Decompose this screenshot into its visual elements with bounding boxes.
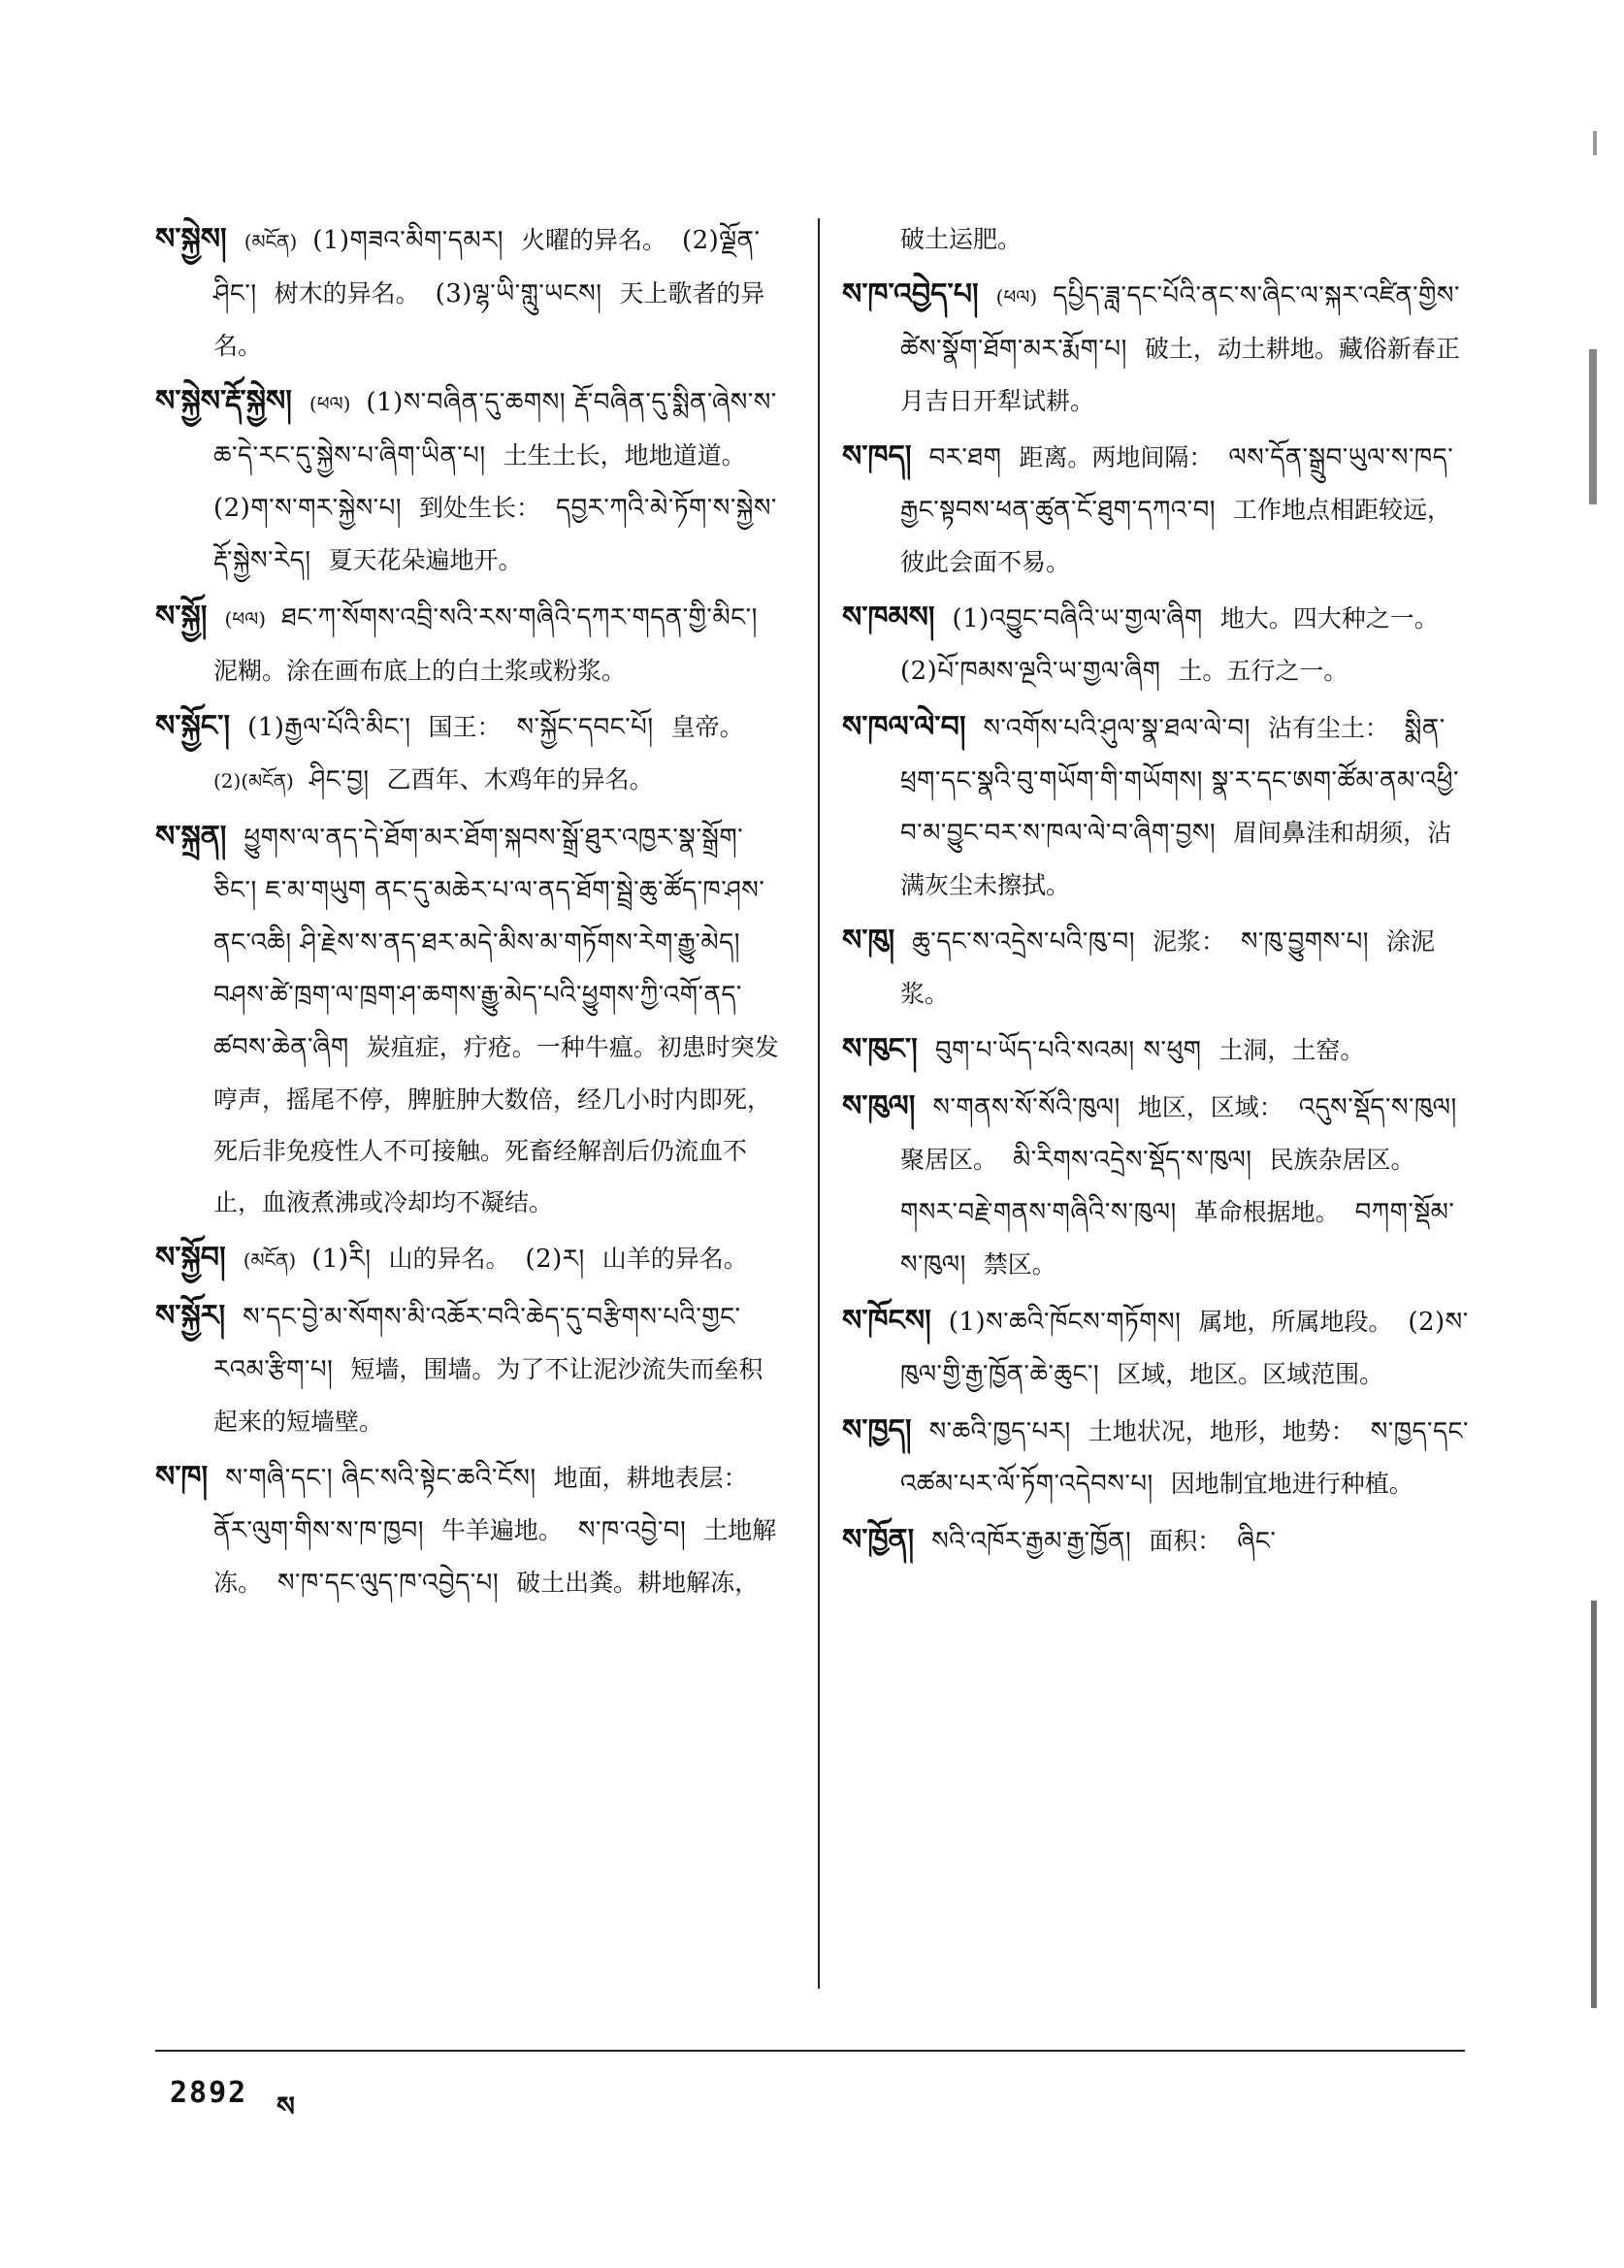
tibetan-definition: (2)ར། <box>525 1245 585 1274</box>
chinese-gloss: 火曜的异名。 <box>521 226 667 254</box>
dictionary-entry <box>842 213 1473 265</box>
chinese-gloss: 属地，所属地段。 <box>1198 1308 1393 1336</box>
tibetan-definition: (3)ལྷ་ཡི་གླུ་ཡངས། <box>435 279 602 308</box>
tibetan-definition: ས་ཁ་དང་ལུད་ཁ་འབྱེད་པ། <box>276 1569 500 1598</box>
left-column <box>155 213 786 1613</box>
chinese-gloss: 天上歌者的异名。 <box>213 279 765 360</box>
tibetan-definition: (1)རྒྱལ་པོའི་མིང་། <box>247 713 411 742</box>
chinese-gloss: 夏天花朵遍地开。 <box>328 546 523 574</box>
tibetan-definition: ཕྱུགས་ལ་ནད་དེ་ཐོག་མར་ཐོག་སྐབས་སྒྲོ་ཐུར་འཁྱར་སྣ་སྒྲོག་ཅིང་། ཇ་མ་གཡུག ནང་དུ་མཆེར་པ་ལ་ནད་ཐོག་སྦྲེ་ཆུ་ཚོད་ཁ་ཤས་ནང་འཆི། ཤི་རྗེས་ས་ནད་ཐར་མདེ་མིས་མ་གཏོགས་རེག་རྒྱུ་མེད། བཤས་ཚེ་ཁྲག་ལ་ཁྲག་ཤ་ཆགས་རྒྱུ་མེད་པའི་ཕྱུགས་ཀྱི་འགོ་ནད་ཚབས་ཆེན་ཞིག <box>213 824 765 1062</box>
dictionary-entry <box>842 592 1473 697</box>
tibetan-definition: བར་ཐག <box>928 443 1002 472</box>
chinese-gloss: 泥糊。涂在画布底上的白土浆或粉浆。 <box>213 657 627 685</box>
chinese-gloss: 面积： <box>1149 1527 1222 1555</box>
chinese-gloss: 距离。两地间隔： <box>1019 443 1214 471</box>
tibetan-definition: ཆུ་དང་ས་འདྲེས་པའི་ཁུ་བ། <box>912 927 1135 956</box>
dictionary-entry <box>155 375 786 587</box>
usage-tag: (མངོན) <box>243 1248 297 1272</box>
chinese-gloss: 牛羊遍地。 <box>440 1516 563 1544</box>
usage-tag: (ཕལ) <box>995 285 1038 308</box>
dictionary-entry <box>842 1023 1473 1077</box>
tibetan-definition: ས་གཞི་དང་། ཞིང་སའི་སྟེང་ཆའི་ངོས། <box>225 1464 536 1493</box>
chinese-gloss: 山的异名。 <box>388 1245 510 1273</box>
chinese-gloss: 土地解冻。 <box>213 1516 777 1597</box>
tibetan-definition: ས་འགོས་པའི་ཤུལ་སྣ་ཐལ་ལེ་བ། <box>983 714 1250 743</box>
chinese-gloss: 民族杂居区。 <box>1269 1146 1415 1174</box>
headword: ས་ཁུང་། <box>842 1032 918 1066</box>
headword: ས་སྐྱོར། <box>155 1299 226 1333</box>
tibetan-definition: དབྱར་ཀའི་མེ་ཏོག་ས་སྐྱེས་རྡོ་སྐྱེས་རེད། <box>213 494 777 575</box>
tibetan-definition: གསར་བརྗེ་གནས་གཞིའི་ས་ཁུལ། <box>900 1198 1177 1227</box>
usage-tag: (ཕལ) <box>224 607 267 631</box>
tibetan-definition: (2)པོ་ཁམས་ལྔའི་ཡ་གྱལ་ཞིག <box>900 657 1161 686</box>
dictionary-entry <box>842 1405 1473 1510</box>
dictionary-entry <box>155 591 786 697</box>
dictionary-entry <box>842 701 1473 911</box>
tibetan-definition: ས་གནས་སོ་སོའི་ཁུལ། <box>932 1093 1121 1122</box>
footer-rule <box>155 2050 1465 2052</box>
tibetan-definition: བཀག་སྡོམ་ས་ཁུལ། <box>900 1198 1455 1280</box>
tibetan-definition: (2)ས་ཁུལ་གྱི་རྒྱ་ཁྱོན་ཆེ་ཆུང་། <box>900 1308 1469 1389</box>
tibetan-definition: (1)འབྱུང་བཞིའི་ཡ་གྱལ་ཞིག <box>952 604 1203 633</box>
chinese-gloss: 革命根据地。 <box>1193 1198 1340 1226</box>
tibetan-definition: སྨིན་ཕྲག་དང་སྣའི་བུ་གཡོག་གི་གཡོགས། སྣ་ར་དང་ཨག་ཚོམ་ནམ་འཕྱི་བ་མ་བྱུང་བར་ས་ཁལ་ལེ་བ་ཞིག་བྱས། <box>900 714 1459 848</box>
chinese-gloss: 沾有尘土： <box>1267 714 1389 742</box>
headword: ས་ཁ། <box>155 1460 209 1494</box>
chinese-gloss: 因地制宜地进行种植。 <box>1170 1470 1413 1498</box>
chinese-gloss: 破土，动土耕地。藏俗新春正月吉日开犁试耕。 <box>900 335 1460 415</box>
tibetan-definition: མི་རིགས་འདྲེས་སྡོད་ས་ཁུལ། <box>1012 1146 1252 1175</box>
tibetan-definition: དཔྱིད་ཟླ་དང་པོའི་ནང་ས་ཞིང་ལ་སྐར་འཛིན་གྱིས་ཚེས་སྣོག་ཐོག་མར་རྨོག་པ། <box>900 281 1460 364</box>
tibetan-definition: (1)རི། <box>311 1245 372 1274</box>
dictionary-entry <box>155 1232 786 1286</box>
usage-tag: (2)(མངོན) <box>213 769 294 793</box>
tibetan-definition: (2)ལྗོན་ཤིང་། <box>213 226 761 308</box>
headword: ས་ཁ་འབྱེད་པ། <box>842 277 979 311</box>
tibetan-definition: ས་སྐྱོང་དབང་པོ། <box>516 713 654 742</box>
headword: ས་སྐྱོང་། <box>155 709 231 743</box>
tibetan-definition: ས་ཁུ་བྱུགས་པ། <box>1240 927 1370 956</box>
dictionary-entry <box>842 1081 1473 1291</box>
tibetan-definition: ཤིང་བྱ། <box>309 765 370 794</box>
tibetan-definition: འདུས་སྡོད་ས་ཁུལ། <box>1298 1093 1457 1122</box>
tibetan-definition: བུག་པ་ཡོད་པའི་སའམ། ས་ཕུག <box>934 1036 1202 1065</box>
dictionary-entry <box>155 811 786 1228</box>
chinese-gloss: 涂泥浆。 <box>900 927 1435 1008</box>
headword: ས་ཁམས། <box>842 600 935 634</box>
chinese-gloss: 到处生长： <box>419 494 541 522</box>
dictionary-entry <box>155 1451 786 1609</box>
dictionary-entry <box>155 213 786 372</box>
scan-edge-mark <box>1589 349 1597 504</box>
section-letter: ས <box>276 2090 295 2122</box>
chinese-gloss: 树木的异名。 <box>274 279 420 308</box>
chinese-gloss: 土生土长，地地道道。 <box>503 441 746 470</box>
chinese-gloss: 破土出粪。耕地解冻， <box>516 1569 760 1597</box>
right-column <box>842 213 1473 1571</box>
chinese-gloss: 破土运肥。 <box>900 225 1023 253</box>
tibetan-definition: ནོར་ལུག་གིས་ས་ཁ་ཁྱབ། <box>213 1516 424 1545</box>
headword: ས་སྐྱེས་རྡོ་སྐྱེས། <box>155 384 292 418</box>
chinese-gloss: 山羊的异名。 <box>601 1245 748 1273</box>
chinese-gloss: 区域，地区。区域范围。 <box>1117 1360 1384 1388</box>
dictionary-entry <box>155 1290 786 1447</box>
dictionary-entry <box>842 269 1473 427</box>
chinese-gloss: 禁区。 <box>983 1250 1056 1279</box>
chinese-gloss: 聚居区。 <box>900 1146 998 1174</box>
tibetan-definition: (1)གཟའ་མིག་དམར། <box>312 226 504 255</box>
dictionary-entry <box>842 431 1473 588</box>
chinese-gloss: 乙酉年、木鸡年的异名。 <box>386 765 654 794</box>
dictionary-entry <box>842 1514 1473 1568</box>
chinese-gloss: 皇帝。 <box>670 713 744 741</box>
headword: ས་ཁུ། <box>842 923 895 957</box>
headword: ས་ཁྱོན། <box>842 1523 915 1557</box>
chinese-gloss: 工作地点相距较远，彼此会面不易。 <box>900 496 1452 576</box>
tibetan-definition: (1)ས་ཆའི་ཁོངས་གཏོགས། <box>948 1308 1182 1337</box>
chinese-gloss: 泥浆： <box>1152 927 1225 956</box>
tibetan-definition: ས་ཁྱད་དང་འཚམ་པར་ལོ་ཏོག་འདེབས་པ། <box>900 1417 1469 1499</box>
headword: ས་སྐྲན། <box>155 820 227 854</box>
headword: ས་ཁལ་ལེ་བ། <box>842 710 966 744</box>
chinese-gloss: 国王： <box>428 713 502 741</box>
tibetan-definition: ས་ཆའི་ཁྱད་པར། <box>928 1417 1071 1446</box>
chinese-gloss: 地面，耕地表层： <box>553 1464 748 1492</box>
headword: ས་ཁྱད། <box>842 1413 912 1447</box>
headword: ས་ཁད། <box>842 439 912 473</box>
chinese-gloss: 地区，区域： <box>1137 1093 1283 1121</box>
headword: ས་ཁོངས། <box>842 1304 931 1338</box>
tibetan-definition: ལས་དོན་སྒྲུབ་ཡུལ་ས་ཁད་རྒྱང་སྟབས་ཕན་ཚུན་ངོ་ཐུག་དཀའ་བ། <box>900 443 1454 525</box>
chinese-gloss: 地大。四大种之一。 <box>1219 604 1439 632</box>
usage-tag: (མངོན) <box>244 230 298 253</box>
scan-edge-mark <box>1591 1601 1597 2008</box>
dictionary-entry <box>842 915 1473 1020</box>
scan-edge-mark <box>1593 131 1597 155</box>
headword: ས་ཁུལ། <box>842 1089 916 1123</box>
headword: ས་སྐྱེས། <box>155 222 227 256</box>
chinese-gloss: 眉间鼻洼和胡须，沾满灰尘未擦拭。 <box>900 819 1452 899</box>
chinese-gloss: 土洞，土窑。 <box>1218 1036 1365 1064</box>
tibetan-definition: ཐང་ཀ་སོགས་འབྲི་སའི་རས་གཞིའི་དཀར་གདན་གྱི་མིང་། <box>280 603 758 632</box>
headword: ས་སྐྱོ། <box>155 599 208 633</box>
dictionary-entry <box>155 700 786 807</box>
headword: ས་སྐྱོབ། <box>155 1241 226 1275</box>
chinese-gloss: 炭疽症，疔疮。一种牛瘟。初患时突发哼声，摇尾不停，脾脏肿大数倍，经几小时内即死，死后非免疫性人不可接触。死畜经解剖后仍流血不止，血液煮沸或冷却均不凝结。 <box>213 1033 779 1216</box>
chinese-gloss: 短墙，围墙。为了不让泥沙流失而垒积起来的短墙壁。 <box>213 1355 763 1436</box>
usage-tag: (ཕལ) <box>309 392 351 415</box>
dictionary-entry <box>842 1295 1473 1401</box>
tibetan-definition: སའི་འཁོར་རྒྱམ་རྒྱ་ཁྱོན། <box>931 1527 1132 1556</box>
tibetan-definition: (1)ས་བཞིན་དུ་ཆགས། རྡོ་བཞིན་དུ་སྨིན་ཞེས་ས་ཆ་དེ་རང་དུ་སྐྱེས་པ་ཞིག་ཡིན་པ། <box>213 388 777 470</box>
chinese-gloss: 土。五行之一。 <box>1178 657 1348 685</box>
tibetan-definition: ས་དང་བྱེ་མ་སོགས་མི་འཆོར་བའི་ཆེད་དུ་བརྩིགས་པའི་གྱང་རའམ་རྩིག་པ། <box>213 1303 741 1384</box>
tibetan-definition: ཞིང་ <box>1237 1527 1277 1556</box>
column-divider <box>818 218 820 1989</box>
page-number: 2892 <box>170 2076 248 2110</box>
tibetan-definition: (2)ག་ས་གར་སྐྱེས་པ། <box>213 494 403 523</box>
chinese-gloss: 土地状况，地形，地势： <box>1088 1417 1355 1445</box>
tibetan-definition: ས་ཁ་འབྱེ་བ། <box>577 1516 687 1545</box>
